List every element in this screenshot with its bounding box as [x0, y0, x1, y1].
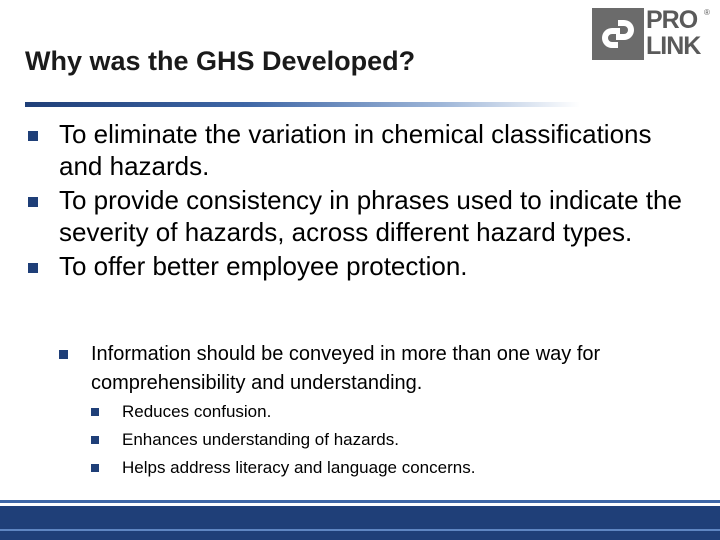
detail-text: Enhances understanding of hazards. — [122, 430, 399, 449]
logo-registered-mark: ® — [704, 8, 710, 17]
sub-bullet-list — [28, 334, 688, 398]
slide-title: Why was the GHS Developed? — [25, 46, 416, 76]
sub-bullet-text: Information should be conveyed in more than one way for comprehensibility and understanding. — [91, 343, 601, 394]
title-underline — [25, 102, 580, 107]
detail-text: Helps address literacy and language concerns. — [122, 458, 476, 477]
list-item — [28, 118, 688, 182]
bullet-text: To offer better employee protection. — [59, 251, 468, 281]
square-bullet-icon — [91, 408, 99, 416]
list-item — [28, 184, 688, 248]
footer-accent-line — [0, 500, 720, 503]
bullet-text: To eliminate the variation in chemical classifications and hazards. — [59, 119, 652, 181]
square-bullet-icon — [59, 350, 68, 359]
logo-word-link: LINK — [646, 32, 701, 60]
list-item — [28, 250, 688, 282]
square-bullet-icon — [28, 131, 38, 141]
prolink-logo — [592, 6, 714, 64]
square-bullet-icon — [91, 464, 99, 472]
logo-word-pro: PRO — [646, 6, 698, 34]
square-bullet-icon — [28, 263, 38, 273]
list-item — [59, 340, 688, 398]
list-item — [91, 454, 659, 482]
bullet-list — [28, 118, 688, 284]
detail-text: Reduces confusion. — [122, 402, 272, 421]
sub-sub-bullet-list — [59, 398, 659, 482]
square-bullet-icon — [91, 436, 99, 444]
bullet-text: To provide consistency in phrases used to indicate the severity of hazards, across different hazard types. — [59, 185, 682, 247]
footer-accent-line — [0, 529, 720, 531]
footer-band — [0, 506, 720, 540]
list-item — [91, 426, 659, 454]
chain-link-logo-icon — [592, 8, 644, 60]
square-bullet-icon — [28, 197, 38, 207]
list-item — [91, 398, 659, 426]
